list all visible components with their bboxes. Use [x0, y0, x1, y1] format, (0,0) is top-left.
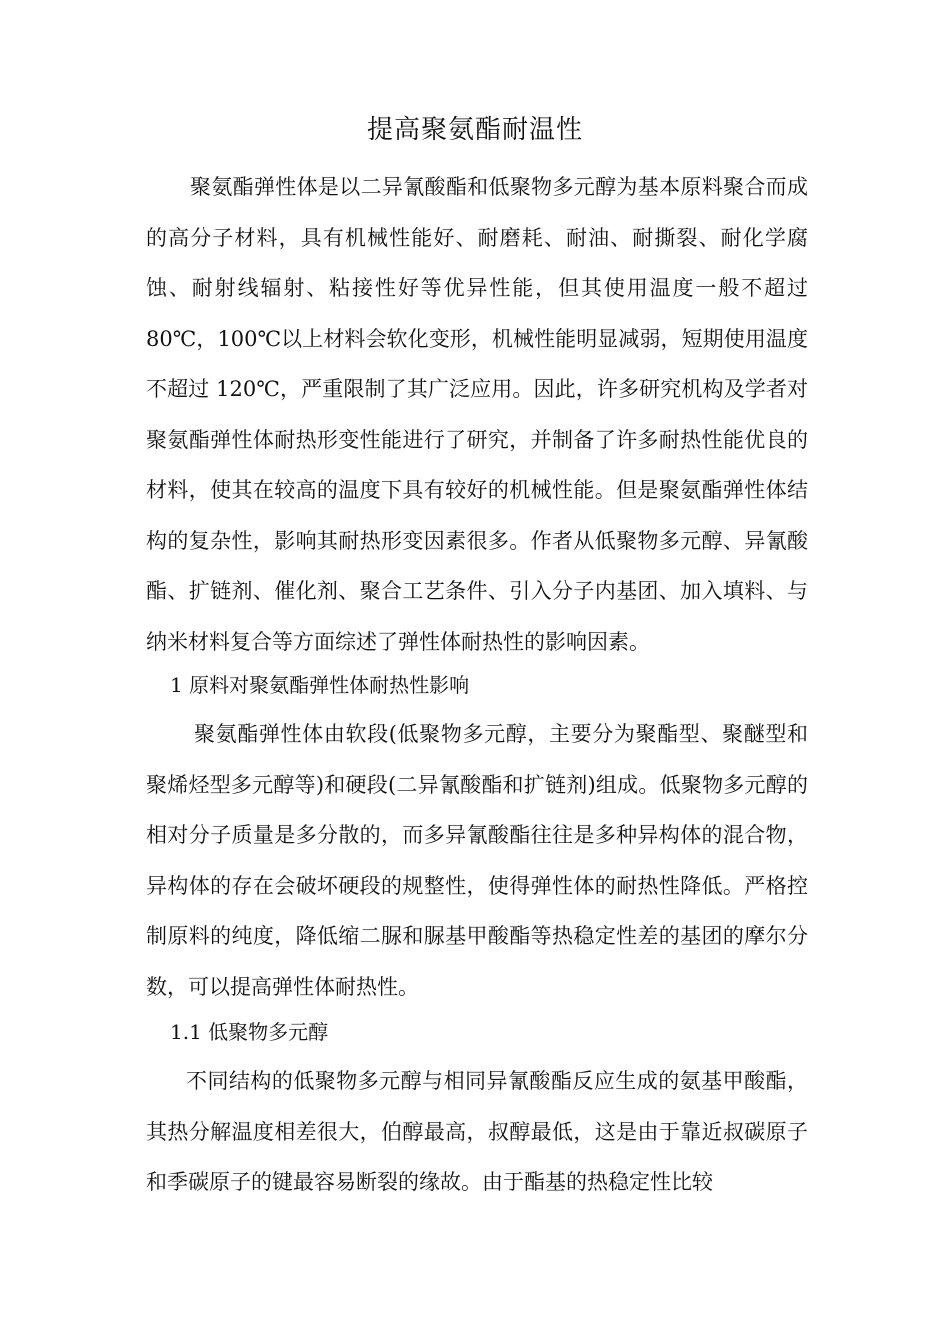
intro-paragraph: 聚氨酯弹性体是以二异氰酸酯和低聚物多元醇为基本原料聚合而成的高分子材料，具有机械性能好、耐磨耗、耐油、耐撕裂、耐化学腐蚀、耐射线辐射、粘接性好等优异性能，但其使用温度一般不超过 80℃，100℃以上材料会软化变形，机械性能明显减弱，短期使用温度不超过 120℃，严重限制了其广泛应用。因此，许多研究机构及学者对聚氨酯弹性体耐热形变性能进行了研究，并制备了许多耐热性能优良的材料，使其在较高的温度下具有较好的机械性能。但是聚氨酯弹性体结构的复杂性，影响其耐热形变因素很多。作者从低聚物多元醇、异氰酸酯、扩链剂、催化剂、聚合工艺条件、引入分子内基团、加入填料、与纳米材料复合等方面综述了弹性体耐热性的影响因素。	[146, 175, 808, 654]
section-1-1-paragraph: 不同结构的低聚物多元醇与相同异氰酸酯反应生成的氨基甲酸酯，其热分解温度相差很大，伯醇最高，叔醇最低，这是由于靠近叔碳原子和季碳原子的键最容易断裂的缘故。由于酯基的热稳定性比较	[146, 1069, 808, 1194]
document-title: 提高聚氨酯耐温性	[366, 115, 583, 145]
section-heading-1-1: 1.1 低聚物多元醇	[170, 1020, 329, 1044]
section-heading-1: 1 原料对聚氨酯弹性体耐热性影响	[170, 673, 470, 697]
section-1-paragraph: 聚氨酯弹性体由软段(低聚物多元醇，主要分为聚酯型、聚醚型和聚烯烃型多元醇等)和硬段(二异氰酸酯和扩链剂)组成。低聚物多元醇的相对分子质量是多分散的，而多异氰酸酯往往是多种异构体的混合物，异构体的存在会破坏硬段的规整性，使得弹性体的耐热性降低。严格控制原料的纯度，降低缩二脲和脲基甲酸酯等热稳定性差的基团的摩尔分数，可以提高弹性体耐热性。	[146, 722, 808, 999]
